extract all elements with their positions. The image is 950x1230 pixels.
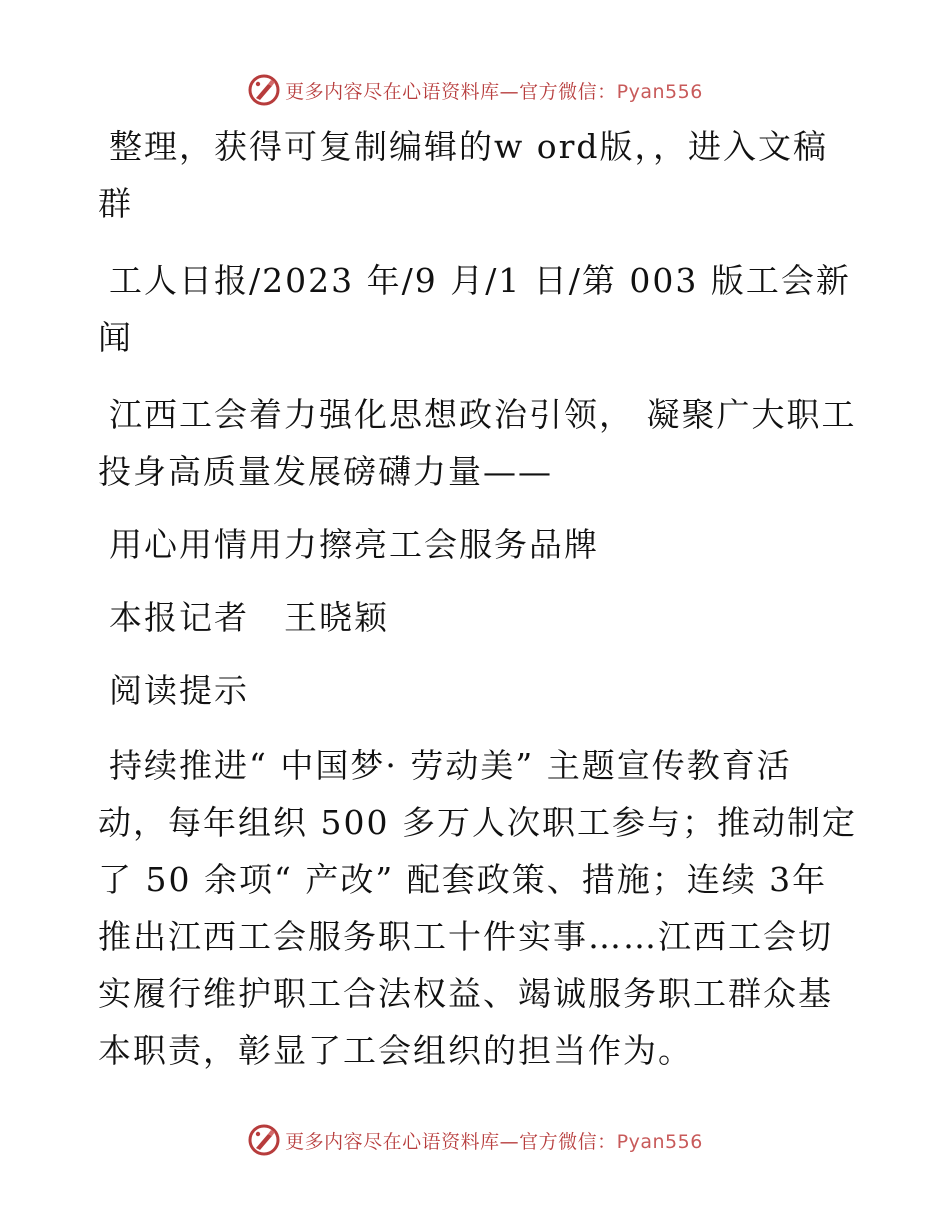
document-body [98, 118, 858, 1079]
source-line: 工人日报/2023 年/9 月/1 日/第 003 版工会新闻 [98, 261, 851, 357]
reading-tip-body: 持续推进“ 中国梦· 劳动美” 主题宣传教育活动，每年组织 500 多万人次职工参与；推动制定了 50 余项“ 产改” 配套政策、措施；连续 3年推出江西工会服务职工十件实事……江西工会切实履行维护职工合法权益、竭诚服务职工群众基本职责，彰显了工会组织的担当作为。 [98, 746, 857, 1070]
pen-seal-icon [247, 73, 281, 107]
footer-watermark [0, 1120, 950, 1160]
watermark-wechat-id: Pyan556 [616, 1130, 703, 1153]
header-watermark [0, 70, 950, 110]
pen-seal-icon [247, 1123, 281, 1157]
byline: 本报记者 王晓颖 [109, 598, 389, 637]
headline-main: 江西工会着力强化思想政治引领， 凝聚广大职工投身高质量发展磅礴力量—— [98, 395, 857, 491]
intro-paragraph: 整理，获得可复制编辑的w ord版，，进入文稿群 [98, 127, 829, 223]
watermark-text: 更多内容尽在心语资料库—官方微信：Pyan556 [285, 1130, 703, 1153]
watermark-wechat-id: Pyan556 [616, 80, 703, 103]
headline-sub: 用心用情用力擦亮工会服务品牌 [109, 525, 599, 564]
reading-tip-label: 阅读提示 [109, 671, 249, 710]
watermark-text: 更多内容尽在心语资料库—官方微信：Pyan556 [285, 80, 703, 103]
